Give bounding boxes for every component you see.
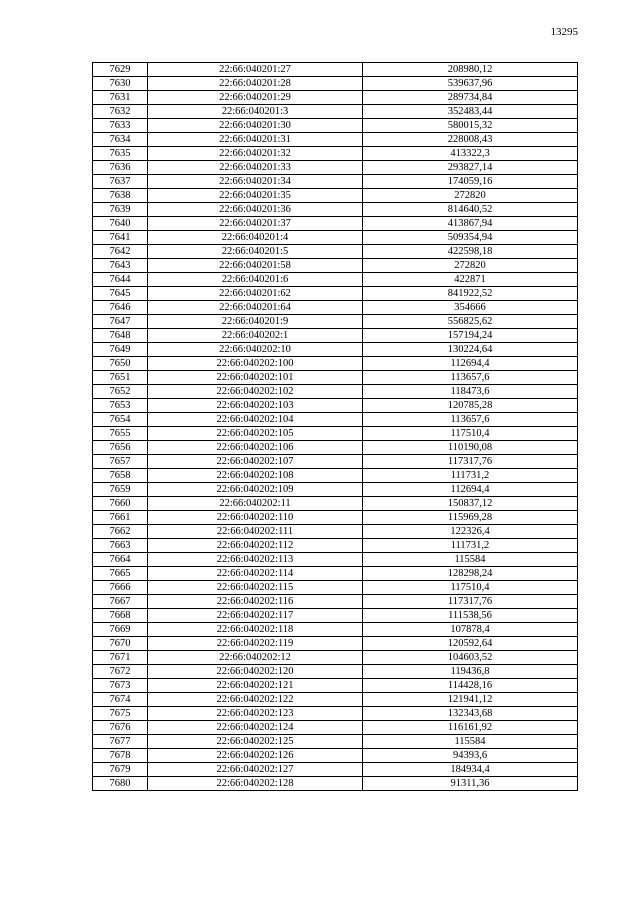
- table-row: [93, 623, 578, 637]
- cadastral-number-cell: 22:66:040201:9: [148, 315, 363, 329]
- cadastral-number-cell: 22:66:040202:121: [148, 679, 363, 693]
- cadastral-value-cell: 272820: [363, 189, 578, 203]
- row-number-cell: 7635: [93, 147, 148, 161]
- row-number-cell: 7680: [93, 777, 148, 791]
- cadastral-value-cell: 111538,56: [363, 609, 578, 623]
- row-number-cell: 7667: [93, 595, 148, 609]
- table-row: [93, 455, 578, 469]
- table-row: [93, 77, 578, 91]
- table-row: [93, 133, 578, 147]
- cadastral-value-cell: 352483,44: [363, 105, 578, 119]
- cadastral-value-cell: 117317,76: [363, 455, 578, 469]
- table-row: [93, 581, 578, 595]
- cadastral-number-cell: 22:66:040202:127: [148, 763, 363, 777]
- row-number-cell: 7660: [93, 497, 148, 511]
- table-row: [93, 469, 578, 483]
- cadastral-number-cell: 22:66:040202:100: [148, 357, 363, 371]
- cadastral-value-cell: 413322,3: [363, 147, 578, 161]
- row-number-cell: 7641: [93, 231, 148, 245]
- cadastral-number-cell: 22:66:040202:11: [148, 497, 363, 511]
- cadastral-number-cell: 22:66:040202:12: [148, 651, 363, 665]
- cadastral-value-cell: 150837,12: [363, 497, 578, 511]
- row-number-cell: 7674: [93, 693, 148, 707]
- table-row: [93, 777, 578, 791]
- table-row: [93, 399, 578, 413]
- cadastral-number-cell: 22:66:040202:118: [148, 623, 363, 637]
- cadastral-number-cell: 22:66:040201:3: [148, 105, 363, 119]
- row-number-cell: 7672: [93, 665, 148, 679]
- cadastral-value-cell: 130224,64: [363, 343, 578, 357]
- table-row: [93, 91, 578, 105]
- cadastral-value-cell: 539637,96: [363, 77, 578, 91]
- cadastral-number-cell: 22:66:040202:1: [148, 329, 363, 343]
- table-row: [93, 483, 578, 497]
- table-row: [93, 525, 578, 539]
- cadastral-value-cell: 117510,4: [363, 427, 578, 441]
- cadastral-value-cell: 115584: [363, 735, 578, 749]
- cadastral-number-cell: 22:66:040201:27: [148, 63, 363, 77]
- cadastral-number-cell: 22:66:040202:113: [148, 553, 363, 567]
- cadastral-number-cell: 22:66:040201:30: [148, 119, 363, 133]
- row-number-cell: 7653: [93, 399, 148, 413]
- table-row: [93, 203, 578, 217]
- cadastral-value-cell: 272820: [363, 259, 578, 273]
- row-number-cell: 7634: [93, 133, 148, 147]
- table-row: [93, 189, 578, 203]
- table-row: [93, 511, 578, 525]
- table-row: [93, 287, 578, 301]
- table-row: [93, 315, 578, 329]
- cadastral-number-cell: 22:66:040202:119: [148, 637, 363, 651]
- cadastral-value-cell: 115584: [363, 553, 578, 567]
- cadastral-number-cell: 22:66:040202:117: [148, 609, 363, 623]
- cadastral-value-cell: 132343,68: [363, 707, 578, 721]
- row-number-cell: 7646: [93, 301, 148, 315]
- cadastral-value-cell: 112694,4: [363, 483, 578, 497]
- table-row: [93, 329, 578, 343]
- cadastral-number-cell: 22:66:040201:34: [148, 175, 363, 189]
- row-number-cell: 7671: [93, 651, 148, 665]
- row-number-cell: 7649: [93, 343, 148, 357]
- table-row: [93, 651, 578, 665]
- cadastral-value-cell: 110190,08: [363, 441, 578, 455]
- table-row: [93, 105, 578, 119]
- row-number-cell: 7632: [93, 105, 148, 119]
- cadastral-number-cell: 22:66:040201:35: [148, 189, 363, 203]
- cadastral-value-cell: 556825,62: [363, 315, 578, 329]
- table-row: [93, 427, 578, 441]
- table-row: [93, 665, 578, 679]
- cadastral-value-cell: 184934,4: [363, 763, 578, 777]
- cadastral-number-cell: 22:66:040202:103: [148, 399, 363, 413]
- table-row: [93, 301, 578, 315]
- row-number-cell: 7648: [93, 329, 148, 343]
- row-number-cell: 7676: [93, 721, 148, 735]
- table-row: [93, 553, 578, 567]
- row-number-cell: 7633: [93, 119, 148, 133]
- table-row: [93, 161, 578, 175]
- cadastral-number-cell: 22:66:040202:124: [148, 721, 363, 735]
- cadastral-value-cell: 841922,52: [363, 287, 578, 301]
- row-number-cell: 7655: [93, 427, 148, 441]
- cadastral-value-cell: 121941,12: [363, 693, 578, 707]
- cadastral-value-cell: 117317,76: [363, 595, 578, 609]
- cadastral-number-cell: 22:66:040201:62: [148, 287, 363, 301]
- cadastral-value-cell: 111731,2: [363, 539, 578, 553]
- table-row: [93, 119, 578, 133]
- cadastral-value-cell: 289734,84: [363, 91, 578, 105]
- table-row: [93, 413, 578, 427]
- row-number-cell: 7651: [93, 371, 148, 385]
- table-row: [93, 707, 578, 721]
- cadastral-value-cell: 117510,4: [363, 581, 578, 595]
- cadastral-number-cell: 22:66:040202:106: [148, 441, 363, 455]
- cadastral-value-cell: 422598,18: [363, 245, 578, 259]
- cadastral-number-cell: 22:66:040202:101: [148, 371, 363, 385]
- cadastral-value-cell: 114428,16: [363, 679, 578, 693]
- cadastral-value-cell: 104603,52: [363, 651, 578, 665]
- table-row: [93, 721, 578, 735]
- row-number-cell: 7645: [93, 287, 148, 301]
- row-number-cell: 7639: [93, 203, 148, 217]
- row-number-cell: 7636: [93, 161, 148, 175]
- cadastral-value-cell: 208980,12: [363, 63, 578, 77]
- cadastral-number-cell: 22:66:040202:112: [148, 539, 363, 553]
- cadastral-value-cell: 120592,64: [363, 637, 578, 651]
- row-number-cell: 7640: [93, 217, 148, 231]
- row-number-cell: 7665: [93, 567, 148, 581]
- cadastral-value-cell: 120785,28: [363, 399, 578, 413]
- cadastral-value-cell: 509354,94: [363, 231, 578, 245]
- cadastral-value-cell: 116161,92: [363, 721, 578, 735]
- cadastral-value-cell: 118473,6: [363, 385, 578, 399]
- cadastral-value-cell: 122326,4: [363, 525, 578, 539]
- table-row: [93, 693, 578, 707]
- cadastral-number-cell: 22:66:040202:104: [148, 413, 363, 427]
- row-number-cell: 7654: [93, 413, 148, 427]
- row-number-cell: 7630: [93, 77, 148, 91]
- cadastral-value-cell: 111731,2: [363, 469, 578, 483]
- cadastral-number-cell: 22:66:040201:33: [148, 161, 363, 175]
- cadastral-value-cell: 113657,6: [363, 371, 578, 385]
- row-number-cell: 7670: [93, 637, 148, 651]
- row-number-cell: 7661: [93, 511, 148, 525]
- cadastral-number-cell: 22:66:040202:105: [148, 427, 363, 441]
- cadastral-value-cell: 128298,24: [363, 567, 578, 581]
- row-number-cell: 7664: [93, 553, 148, 567]
- cadastral-value-cell: 174059,16: [363, 175, 578, 189]
- row-number-cell: 7663: [93, 539, 148, 553]
- cadastral-value-cell: 413867,94: [363, 217, 578, 231]
- cadastral-value-cell: 354666: [363, 301, 578, 315]
- cadastral-number-cell: 22:66:040202:111: [148, 525, 363, 539]
- cadastral-value-cell: 107878,4: [363, 623, 578, 637]
- table-row: [93, 371, 578, 385]
- cadastral-number-cell: 22:66:040201:36: [148, 203, 363, 217]
- row-number-cell: 7659: [93, 483, 148, 497]
- cadastral-number-cell: 22:66:040201:29: [148, 91, 363, 105]
- table-row: [93, 175, 578, 189]
- cadastral-number-cell: 22:66:040202:107: [148, 455, 363, 469]
- table-row: [93, 637, 578, 651]
- cadastral-number-cell: 22:66:040201:64: [148, 301, 363, 315]
- cadastral-number-cell: 22:66:040202:123: [148, 707, 363, 721]
- cadastral-number-cell: 22:66:040202:108: [148, 469, 363, 483]
- row-number-cell: 7650: [93, 357, 148, 371]
- cadastral-number-cell: 22:66:040201:31: [148, 133, 363, 147]
- table-row: [93, 273, 578, 287]
- page-number: 13295: [550, 26, 578, 38]
- cadastral-value-cell: 580015,32: [363, 119, 578, 133]
- row-number-cell: 7675: [93, 707, 148, 721]
- table-row: [93, 441, 578, 455]
- row-number-cell: 7631: [93, 91, 148, 105]
- row-number-cell: 7652: [93, 385, 148, 399]
- row-number-cell: 7637: [93, 175, 148, 189]
- cadastral-number-cell: 22:66:040202:120: [148, 665, 363, 679]
- cadastral-value-cell: 157194,24: [363, 329, 578, 343]
- cadastral-number-cell: 22:66:040201:28: [148, 77, 363, 91]
- cadastral-number-cell: 22:66:040202:115: [148, 581, 363, 595]
- table-row: [93, 259, 578, 273]
- cadastral-number-cell: 22:66:040202:126: [148, 749, 363, 763]
- row-number-cell: 7666: [93, 581, 148, 595]
- cadastral-value-cell: 119436,8: [363, 665, 578, 679]
- cadastral-value-cell: 113657,6: [363, 413, 578, 427]
- row-number-cell: 7673: [93, 679, 148, 693]
- row-number-cell: 7656: [93, 441, 148, 455]
- cadastral-value-cell: 293827,14: [363, 161, 578, 175]
- row-number-cell: 7662: [93, 525, 148, 539]
- cadastral-value-table: [92, 62, 578, 791]
- table-row: [93, 539, 578, 553]
- cadastral-value-cell: 91311,36: [363, 777, 578, 791]
- table-row: [93, 63, 578, 77]
- table-row: [93, 497, 578, 511]
- cadastral-number-cell: 22:66:040202:102: [148, 385, 363, 399]
- table-row: [93, 343, 578, 357]
- row-number-cell: 7629: [93, 63, 148, 77]
- cadastral-number-cell: 22:66:040201:5: [148, 245, 363, 259]
- table-row: [93, 231, 578, 245]
- table-row: [93, 217, 578, 231]
- row-number-cell: 7678: [93, 749, 148, 763]
- row-number-cell: 7644: [93, 273, 148, 287]
- table-body: [93, 63, 578, 791]
- cadastral-number-cell: 22:66:040202:128: [148, 777, 363, 791]
- cadastral-number-cell: 22:66:040201:37: [148, 217, 363, 231]
- table-row: [93, 679, 578, 693]
- row-number-cell: 7642: [93, 245, 148, 259]
- cadastral-number-cell: 22:66:040202:10: [148, 343, 363, 357]
- row-number-cell: 7669: [93, 623, 148, 637]
- row-number-cell: 7668: [93, 609, 148, 623]
- table-row: [93, 357, 578, 371]
- row-number-cell: 7679: [93, 763, 148, 777]
- row-number-cell: 7638: [93, 189, 148, 203]
- table-row: [93, 147, 578, 161]
- row-number-cell: 7657: [93, 455, 148, 469]
- cadastral-number-cell: 22:66:040202:116: [148, 595, 363, 609]
- table-row: [93, 385, 578, 399]
- cadastral-value-cell: 94393,6: [363, 749, 578, 763]
- row-number-cell: 7677: [93, 735, 148, 749]
- cadastral-value-cell: 112694,4: [363, 357, 578, 371]
- cadastral-number-cell: 22:66:040201:4: [148, 231, 363, 245]
- cadastral-number-cell: 22:66:040201:32: [148, 147, 363, 161]
- table-row: [93, 245, 578, 259]
- row-number-cell: 7643: [93, 259, 148, 273]
- cadastral-value-cell: 814640,52: [363, 203, 578, 217]
- cadastral-number-cell: 22:66:040202:110: [148, 511, 363, 525]
- table-row: [93, 749, 578, 763]
- cadastral-number-cell: 22:66:040201:58: [148, 259, 363, 273]
- cadastral-number-cell: 22:66:040201:6: [148, 273, 363, 287]
- table-row: [93, 595, 578, 609]
- cadastral-value-cell: 422871: [363, 273, 578, 287]
- cadastral-number-cell: 22:66:040202:114: [148, 567, 363, 581]
- row-number-cell: 7658: [93, 469, 148, 483]
- cadastral-number-cell: 22:66:040202:125: [148, 735, 363, 749]
- table-row: [93, 763, 578, 777]
- table-row: [93, 609, 578, 623]
- table-row: [93, 567, 578, 581]
- cadastral-number-cell: 22:66:040202:122: [148, 693, 363, 707]
- cadastral-value-cell: 115969,28: [363, 511, 578, 525]
- cadastral-value-cell: 228008,43: [363, 133, 578, 147]
- row-number-cell: 7647: [93, 315, 148, 329]
- cadastral-number-cell: 22:66:040202:109: [148, 483, 363, 497]
- table-row: [93, 735, 578, 749]
